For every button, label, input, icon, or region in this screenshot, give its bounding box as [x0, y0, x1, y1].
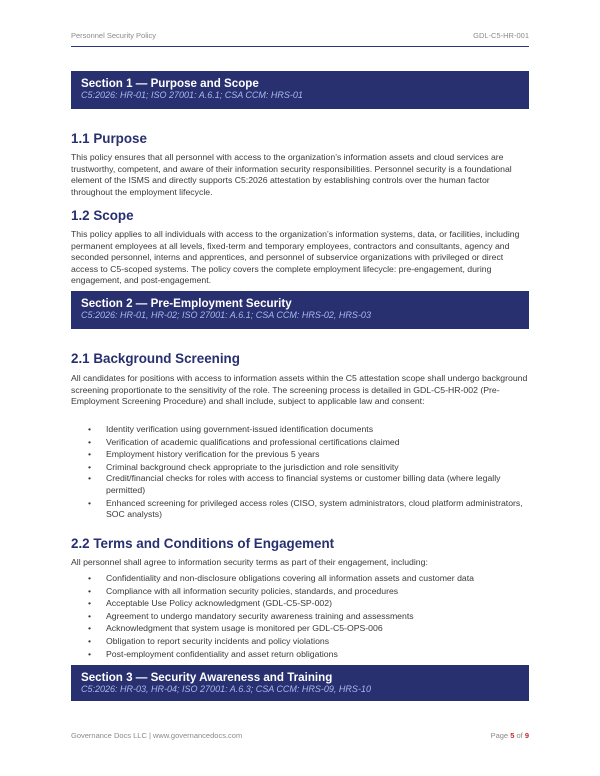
section-2-refs: C5:2026: HR-01, HR-02; ISO 27001: A.6.1; CSA CCM: HRS-02, HRS-03	[81, 310, 371, 320]
bullet-icon: •	[88, 573, 92, 583]
list-item: • Acceptable Use Policy acknowledgment (GDL-C5-SP-002)	[88, 598, 332, 609]
company-link[interactable]: Governance Docs LLC | www.governancedocs.com	[71, 731, 243, 740]
section-1-banner	[71, 71, 529, 109]
bullet-icon: •	[88, 623, 92, 634]
heading-2-1: 2.1 Background Screening	[71, 351, 240, 366]
list-item: • Credit/financial checks for roles with access to financial systems or customer billing data (where legally permitted)	[88, 473, 501, 495]
purpose-paragraph: This policy ensures that all personnel with access to the organization’s information assets and cloud services are trustworthy, competent, and aware of their information security responsibilities. Personnel security is a foundational element of the ISMS and directly supports C5:2026 attestation by establishing controls over the human factor throughout the employment lifecycle.	[71, 152, 512, 197]
section-1-refs: C5:2026: HR-01; ISO 27001: A.6.1; CSA CCM: HRS-01	[81, 90, 303, 100]
screening-paragraph: All candidates for positions with access to information assets within the C5 attestation scope shall undergo background screening proportionate to the sensitivity of the role. The screening process is detailed in GDL-C5-HR-002 (Pre-Employment Screening Procedure) and shall include, subject to applicable law and consent:	[71, 373, 528, 407]
list-item: • Identity verification using government-issued identification documents	[88, 424, 374, 434]
bullet-icon: •	[88, 436, 92, 447]
section-3-title: Section 3 — Security Awareness and Training	[81, 671, 333, 684]
screening-list	[88, 423, 528, 522]
bullet-icon: •	[88, 598, 92, 609]
list-item: • Obligation to report security incidents and policy violations	[88, 635, 330, 646]
list-item: • Acknowledgment that system usage is monitored per GDL-C5-OPS-006	[88, 623, 383, 634]
list-item: • Employment history verification for the previous 5 years	[88, 449, 320, 460]
list-item: • Verification of academic qualifications and professional certifications claimed	[88, 436, 400, 447]
section-2-banner	[71, 291, 529, 329]
list-item: • Confidentiality and non-disclosure obligations covering all information assets and customer data	[88, 573, 474, 583]
bullet-icon: •	[88, 648, 92, 659]
bullet-icon: •	[88, 585, 92, 596]
list-item: • Agreement to undergo mandatory security awareness training and assessments	[88, 610, 414, 621]
document-id: GDL-C5-HR-001	[473, 31, 529, 40]
heading-2-2: 2.2 Terms and Conditions of Engagement	[71, 536, 335, 551]
bullet-icon: •	[88, 449, 92, 460]
bullet-icon: •	[88, 610, 92, 621]
list-item: • Post-employment confidentiality and asset return obligations	[88, 648, 338, 659]
terms-list	[88, 572, 528, 660]
bullet-icon: •	[88, 461, 92, 472]
page-footer	[71, 731, 529, 740]
scope-paragraph: This policy applies to all individuals with access to the organization’s information systems, data, or facilities, including permanent employees at all levels, fixed-term and temporary employees, contractors and consultants, agency and seconded personnel, interns and apprentices, and personnel of subservice organizations with privileged or direct access to C5-scoped systems. The policy covers the complete employment lifecycle: pre-engagement, during engagement, and post-engagement.	[71, 229, 520, 286]
page-number: Page 5 of 9	[490, 731, 529, 740]
section-3-banner	[71, 665, 529, 701]
page-header	[71, 31, 529, 47]
list-item: • Criminal background check appropriate to the jurisdiction and role sensitivity	[88, 461, 399, 472]
section-1-title: Section 1 — Purpose and Scope	[81, 77, 259, 90]
bullet-icon: •	[88, 635, 92, 646]
section-2-title: Section 2 — Pre-Employment Security	[81, 297, 292, 310]
bullet-icon: •	[88, 473, 92, 484]
list-item: • Enhanced screening for privileged access roles (CISO, system administrators, cloud platform administrators, SOC analysts)	[88, 497, 523, 520]
section-3-refs: C5:2026: HR-03, HR-04; ISO 27001: A.6.3; CSA CCM: HRS-09, HRS-10	[81, 684, 371, 694]
list-item: • Compliance with all information security policies, standards, and procedures	[88, 585, 399, 596]
heading-1-1: 1.1 Purpose	[71, 131, 147, 146]
bullet-icon: •	[88, 424, 92, 434]
document-title: Personnel Security Policy	[71, 31, 157, 40]
terms-paragraph: All personnel shall agree to information security terms as part of their engagement, including:	[71, 557, 428, 567]
heading-1-2: 1.2 Scope	[71, 208, 134, 223]
bullet-icon: •	[88, 497, 92, 508]
